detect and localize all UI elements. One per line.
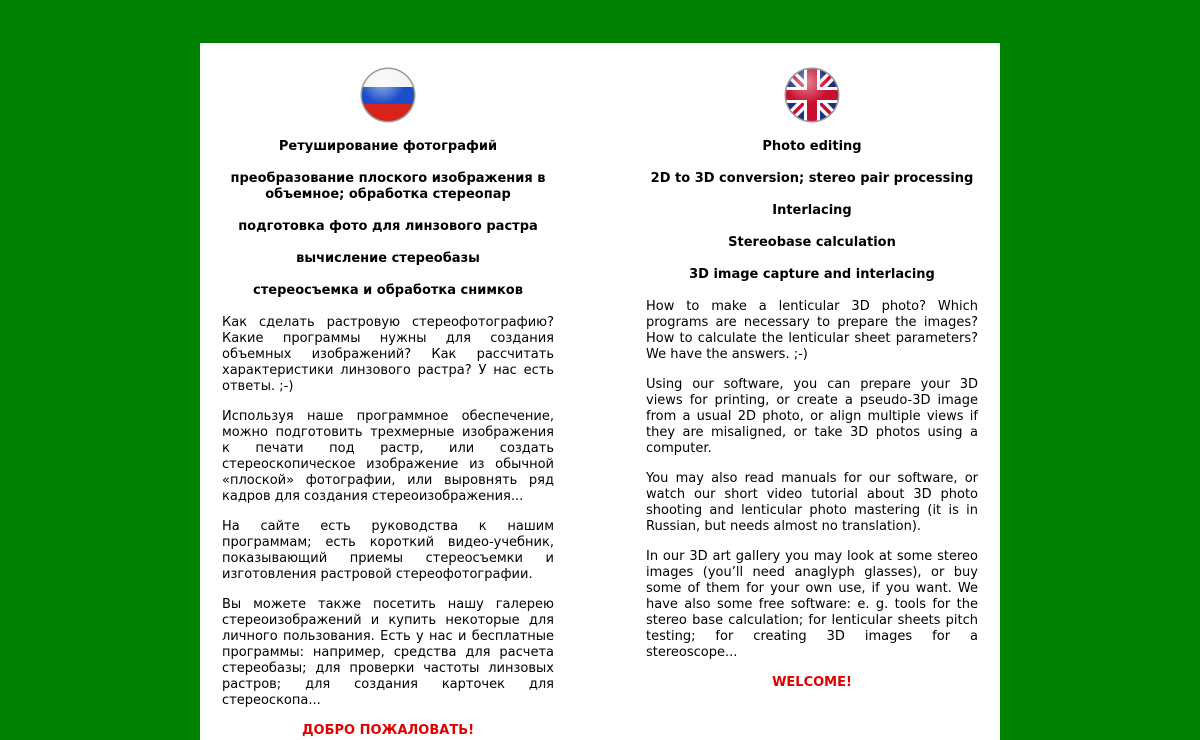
link-ru-stereobase[interactable]: вычисление стереобазы: [296, 251, 480, 266]
en-paragraph-intro: How to make a lenticular 3D photo? Which programs are necessary to prepare the images? How to calculate the lenticular sheet parameters? We have the answers. ;-): [646, 299, 978, 362]
content-panel: [200, 43, 1000, 740]
english-column: [646, 67, 978, 691]
en-paragraph-software: Using our software, you can prepare your 3D views for printing, or create a pseudo-3D image from a usual 2D photo, or align multiple views if they are misaligned, or take 3D photos using a computer.: [646, 377, 978, 456]
link-ru-2d-to-3d[interactable]: преобразование плоского изображения в объемное; обработка стереопар: [230, 171, 546, 202]
link-en-stereobase[interactable]: Stereobase calculation: [728, 235, 896, 250]
link-ru-retouching[interactable]: Ретуширование фотографий: [278, 139, 498, 154]
ru-paragraph-software: Используя наше программное обеспечение, можно подготовить трехмерные изображения к печати под растр, или создать стереоскопическое изображение из обычной «плоской» фотографии, или выровнять ряд кадров для создания стереоизображения...: [222, 409, 554, 504]
link-ru-interlacing[interactable]: подготовка фото для линзового растра: [238, 219, 538, 234]
russia-flag-icon[interactable]: [360, 67, 416, 123]
ru-paragraph-intro: Как сделать растровую стереофотографию? Какие программы нужны для создания объемных изображений? Как рассчитать характеристики линзового растра? У нас есть ответы. ;-): [222, 315, 554, 394]
en-paragraph-gallery: In our 3D art gallery you may look at some stereo images (you’ll need anaglyph glasses), or buy some of them for your own use, if you want. We have also some free software: e. g. tools for the stereo base calculation; for lenticular sheets pitch testing; for creating 3D images for a stereoscope...: [646, 549, 978, 660]
link-en-2d-to-3d[interactable]: 2D to 3D conversion; stereo pair processing: [650, 171, 974, 186]
en-welcome-heading: WELCOME!: [772, 675, 852, 690]
en-paragraph-manuals: You may also read manuals for our software, or watch our short video tutorial about 3D photo shooting and lenticular photo mastering (it is in Russian, but needs almost no translation).: [646, 471, 978, 534]
english-text: [646, 299, 978, 661]
uk-flag-icon[interactable]: [784, 67, 840, 123]
link-ru-capture[interactable]: стереосъемка и обработка снимков: [253, 283, 523, 298]
ru-paragraph-manuals: На сайте есть руководства к нашим программам; есть короткий видео-учебник, показывающий приемы стереосъемки и изготовления растровой стереофотографии.: [222, 519, 554, 582]
russian-column: [222, 67, 554, 739]
ru-paragraph-gallery: Вы можете также посетить нашу галерею стереоизображений и купить некоторые для личного пользования. Есть у нас и бесплатные программы: например, средства для расчета стереобазы; для проверки частоты линзовых растров; для создания карточек для стереоскопа...: [222, 597, 554, 708]
link-en-interlacing[interactable]: Interlacing: [772, 203, 852, 218]
link-en-capture[interactable]: 3D image capture and interlacing: [689, 267, 935, 282]
english-link-list: [646, 139, 978, 283]
russian-text: [222, 315, 554, 709]
russian-link-list: [222, 139, 554, 299]
ru-welcome-heading: ДОБРО ПОЖАЛОВАТЬ!: [301, 723, 475, 738]
link-en-photo-editing[interactable]: Photo editing: [762, 139, 862, 154]
